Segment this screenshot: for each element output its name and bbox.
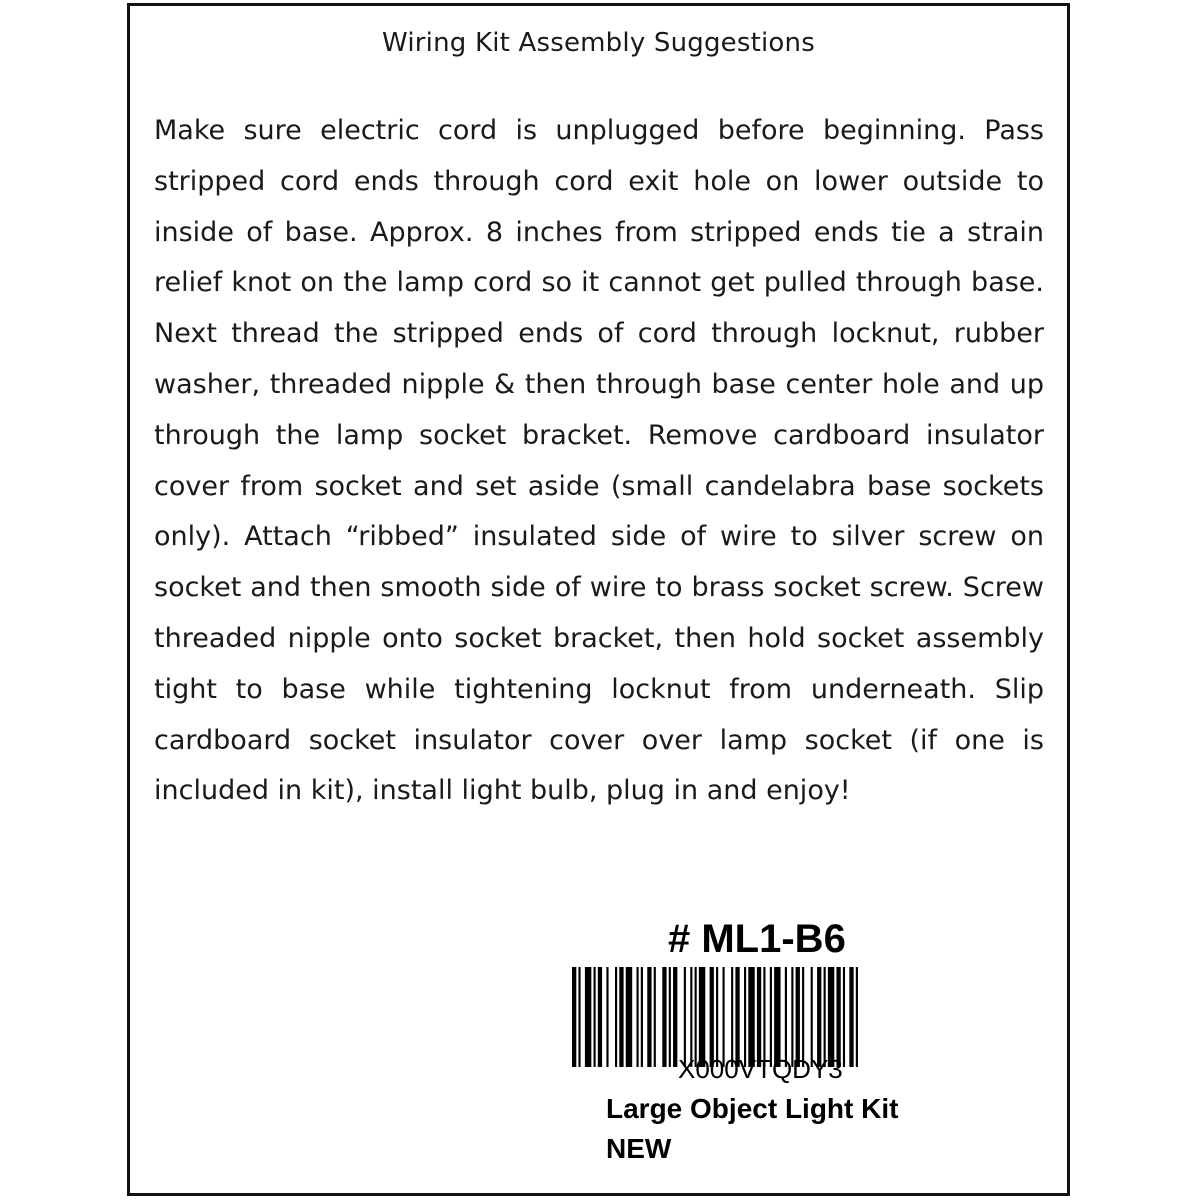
product-condition: NEW — [606, 1133, 672, 1164]
barcode-bar — [785, 967, 787, 1067]
barcode-bar — [731, 967, 733, 1067]
barcode-bar — [673, 967, 677, 1067]
barcode-bar — [699, 967, 705, 1067]
barcode-bar — [824, 967, 826, 1067]
sku-number: # ML1-B6 — [668, 917, 846, 961]
product-name: Large Object Light Kit — [606, 1093, 899, 1124]
barcode-bar — [796, 967, 800, 1067]
barcode-bar — [626, 967, 632, 1067]
barcode-bar — [647, 967, 651, 1067]
barcode-bar — [774, 967, 780, 1067]
barcode-bar — [637, 967, 639, 1067]
barcode-bar — [763, 967, 765, 1067]
barcode-bar — [849, 967, 853, 1067]
barcode-bar — [817, 967, 821, 1067]
barcode-bar — [578, 967, 580, 1067]
barcode-bar — [811, 967, 813, 1067]
barcode-bar — [836, 967, 840, 1067]
instruction-card — [127, 3, 1070, 1196]
barcode-bar — [856, 967, 858, 1067]
barcode-bar — [572, 967, 576, 1067]
barcode-bar — [606, 967, 608, 1067]
barcode-number: X000VTQDY3 — [678, 1054, 843, 1084]
barcode-bar — [594, 967, 596, 1067]
assembly-instructions: Make sure electric cord is unplugged before beginning. Pass stripped cord ends through cord exit hole on lower outside to inside of base. Approx. 8 inches from stripped ends tie a strain relief knot on the lamp cord so it cannot get pulled through base. Next thread the stripped ends of cord through locknut, rubber washer, threaded nipple & then through base center hole and up through the lamp socket bracket. Remove cardboard insulator cover from socket and set aside (small candelabra base sockets only). Attach “ribbed” insulated side of wire to silver screw on socket and then smooth side of wire to brass socket screw. Screw threaded nipple onto socket bracket, then hold socket assembly tight to base while tightening locknut from underneath. Slip cardboard socket insulator cover over lamp socket (if one is included in kit), install light bulb, plug in and enjoy! — [154, 115, 1044, 807]
barcode-bar — [791, 967, 793, 1067]
barcode-bar — [748, 967, 754, 1067]
barcode-bar — [744, 967, 746, 1067]
barcode-bar — [669, 967, 671, 1067]
document-title: Wiring Kit Assembly Suggestions — [382, 28, 815, 58]
barcode-bar — [585, 967, 591, 1067]
barcode-bar — [735, 967, 739, 1067]
barcode-bar — [662, 967, 666, 1067]
barcode-bar — [641, 967, 643, 1067]
barcode-bar — [654, 967, 656, 1067]
barcode-bar — [695, 967, 697, 1067]
barcode-bar — [828, 967, 834, 1067]
barcode-bar — [690, 967, 692, 1067]
barcode-image — [570, 967, 980, 1067]
barcode-bar — [723, 967, 725, 1067]
barcode-bar — [598, 967, 602, 1067]
barcode-bar — [802, 967, 804, 1067]
barcode-bar — [716, 967, 718, 1067]
barcode-bar — [710, 967, 714, 1067]
barcode-bar — [684, 967, 686, 1067]
barcode-bar — [843, 967, 845, 1067]
barcode-bar — [615, 967, 617, 1067]
barcode-bar — [770, 967, 772, 1067]
barcode-bar — [757, 967, 761, 1067]
barcode-bar — [619, 967, 623, 1067]
